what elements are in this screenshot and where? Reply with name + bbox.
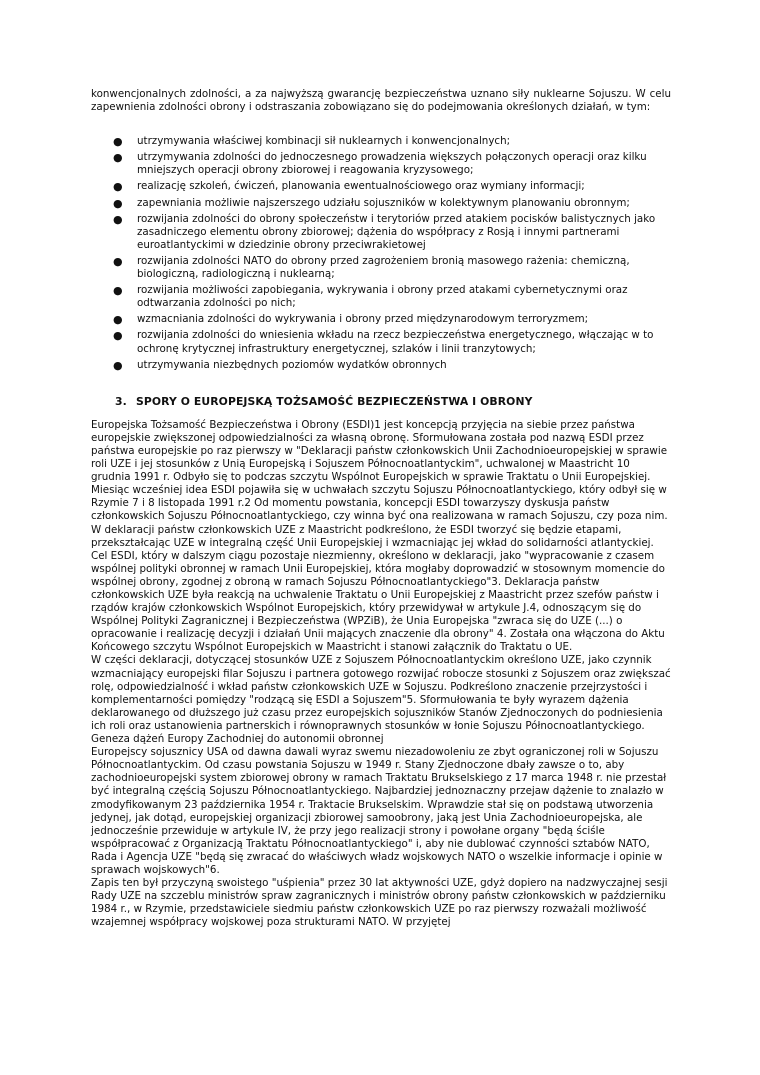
section-number: 3. [115, 394, 127, 408]
section-heading [91, 395, 671, 408]
section-title: SPORY O EUROPEJSKĄ TOŻSAMOŚĆ BEZPIECZEŃSTWA I OBRONY [136, 394, 533, 408]
body-paragraph: W części deklaracji, dotyczącej stosunków UZE z Sojuszem Północnoatlantyckim określono UZE, jako czynnik wzmacniający europejski filar Sojuszu i partnera gotowego rozwijać robocze stosunki z Sojuszem oraz zwiększać rolę, odpowiedzialność i wkład państw członkowskich UZE w Sojuszu. Podkreślono znaczenie przejrzystości i komplementarności pomiędzy "rodzącą się ESDI a Sojuszem"5. Sformułowania te były wyrazem dążenia deklarowanego od dłuższego już czasu przez europejskich sojuszników Stanów Zjednoczonych do podniesienia ich roli oraz ustanowienia partnerskich i równoprawnych stosunków w łonie Sojuszu Północnoatlantyckiego. [91, 654, 671, 732]
bullet-item: ● utrzymywania właściwej kombinacji sił nuklearnych i konwencjonalnych; [113, 135, 511, 149]
bullet-icon: ● [113, 151, 123, 165]
bullet-item: ● utrzymywania niezbędnych poziomów wydatków obronnych [113, 358, 447, 372]
bullet-icon: ● [113, 358, 123, 372]
bullet-icon: ● [113, 254, 123, 268]
bullet-item: ● wzmacniania zdolności do wykrywania i obrony przed międzynarodowym terroryzmem; [113, 313, 589, 327]
document-page [91, 88, 671, 929]
bullet-item: ● realizację szkoleń, ćwiczeń, planowania ewentualnościowego oraz wymiany informacji; [113, 180, 585, 194]
bullet-icon: ● [113, 212, 123, 226]
body-paragraph: Zapis ten był przyczyną swoistego "uśpienia" przez 30 lat aktywności UZE, gdyż dopiero na nadzwyczajnej sesji Rady UZE na szczeblu ministrów spraw zagranicznych i ministrów obrony państw członkowskich w październiku 1984 r., w Rzymie, przedstawiciele siedmiu państw członkowskich UZE po raz pierwszy rozważali możliwość wzajemnej współpracy wojskowej poza strukturami NATO. W przyjętej [91, 877, 668, 929]
bullet-icon: ● [113, 180, 123, 194]
bullet-icon: ● [113, 313, 123, 327]
bullet-item: ● zapewniania możliwie najszerszego udziału sojuszników w kolektywnym planowaniu obronnym; [113, 196, 630, 210]
body-paragraph: W deklaracji państw członkowskich UZE z Maastricht podkreślono, że ESDI tworzyć się będzie etapami, przekształcając UZE w integralną część Unii Europejskiej i wzmacniając jej wkład do solidarności atlantyckiej. Cel ESDI, który w dalszym ciągu pozostaje niezmienny, określono w deklaracji, jako "wypracowanie z czasem wspólnej polityki obronnej w ramach Unii Europejskiej, która mogłaby doprowadzić w stosownym momencie do wspólnej obrony, zgodnej z obroną w ramach Sojuszu Północnoatlantyckiego"3. Deklaracja państw członkowskich UZE była reakcją na uchwalenie Traktatu o Unii Europejskiej z Maastricht przez szefów państw i rządów krajów członkowskich Wspólnot Europejskich, który przewidywał w artykule J.4, odnoszącym się do Wspólnej Polityki Zagranicznej i Bezpieczeństwa (WPZiB), że Unia Europejska "zwraca się do UZE (...) o opracowanie i realizację decyzji i działań Unii mających znaczenie dla obrony" 4. Została ona włączona do Aktu Końcowego szczytu Wspólnot Europejskich w Maastricht i stanowi załącznik do Traktatu o UE. [91, 523, 665, 654]
intro-paragraph: konwencjonalnych zdolności, a za najwyższą gwarancję bezpieczeństwa uznano siły nuklearne Sojuszu. W celu zapewnienia zdolności obrony i odstraszania zobowiązano się do podejmowania określonych działań, w tym: [91, 88, 671, 114]
bullet-item: ● rozwijania zdolności NATO do obrony przed zagrożeniem bronią masowego rażenia: chemiczną, biologiczną, radiologiczną i nuklearną; [113, 254, 630, 281]
bullet-icon: ● [113, 329, 123, 343]
bullet-icon: ● [113, 135, 123, 149]
bullet-item: ● rozwijania zdolności do wniesienia wkładu na rzecz bezpieczeństwa energetycznego, włączając w to ochronę krytycznej infrastruktury energetycznej, szlaków i linii tranzytowych; [113, 329, 654, 355]
body-paragraph: Europejska Tożsamość Bezpieczeństwa i Obrony (ESDI)1 jest koncepcją przyjęcia na siebie przez państwa europejskie zwiększonej odpowiedzialności za własną obronę. Sformułowana została pod nazwą ESDI przez państwa europejskie po raz pierwszy w "Deklaracji państw członkowskich Unii Zachodnioeuropejskiej w sprawie roli UZE i jej stosunków z Unią Europejską i Sojuszem Północnoatlantyckim", uchwalonej w Maastricht 10 grudnia 1991 r. Odbyło się to podczas szczytu Wspólnot Europejskich w sprawie Traktatu o Unii Europejskiej. Miesiąc wcześniej idea ESDI pojawiła się w uchwałach szczytu Sojuszu Północnoatlantyckiego, który odbył się w Rzymie 7 i 8 listopada 1991 r.2 Od momentu powstania, koncepcji ESDI towarzyszy dyskusja państw członkowskich Sojuszu Północnoatlantyckiego, czy winna być ona realizowana w ramach Sojuszu, czy poza nim. [91, 418, 668, 523]
section-body [91, 419, 671, 930]
bullet-item: ● rozwijania możliwości zapobiegania, wykrywania i obrony przed atakami cybernetycznymi oraz odtwarzania zdolności po nich; [113, 284, 628, 310]
bullet-icon: ● [113, 284, 123, 298]
subheading-line: Geneza dążeń Europy Zachodniej do autonomii obronnej [91, 733, 384, 746]
bullet-list [91, 135, 671, 372]
bullet-item: ● utrzymywania zdolności do jednoczesnego prowadzenia większych połączonych operacji oraz kilku mniejszych operacji obrony zbiorowej i reagowania kryzysowego; [113, 151, 647, 177]
body-paragraph: Europejscy sojusznicy USA od dawna dawali wyraz swemu niezadowoleniu ze zbyt ograniczonej roli w Sojuszu Północnoatlantyckim. Od czasu powstania Sojuszu w 1949 r. Stany Zjednoczone dbały zawsze o to, aby zachodnioeuropejski system zbiorowej obrony w ramach Traktatu Brukselskiego z 17 marca 1948 r. nie przestał być integralną częścią Sojuszu Północnoatlantyckiego. Najbardziej jednoznaczny przejaw dążenie to znalazło w zmodyfikowanym 23 października 1954 r. Traktacie Brukselskim. Wprawdzie stał się on podstawą utworzenia jedynej, jak dotąd, europejskiej organizacji zbiorowej samoobrony, jaką jest Unia Zachodnioeuropejska, ale jednocześnie przewiduje w artykule IV, że przy jego realizacji strony i powołane organy "będą ściśle współpracować z Organizacją Traktatu Północnoatlantyckiego" i, aby nie dublować czynności sztabów NATO, Rada i Agencja UZE "będą się zwracać do właściwych władz wojskowych NATO o wszelkie informacje i opinie w sprawach wojskowych"6. [91, 746, 667, 876]
bullet-icon: ● [113, 196, 123, 210]
bullet-item: ● rozwijania zdolności do obrony społeczeństw i terytoriów przed atakiem pocisków balistycznych jako zasadniczego elementu obrony zbiorowej; dążenia do współpracy z Rosją i innymi partnerami euroatlantyckimi w dziedzinie obrony przeciwrakietowej [113, 212, 656, 251]
